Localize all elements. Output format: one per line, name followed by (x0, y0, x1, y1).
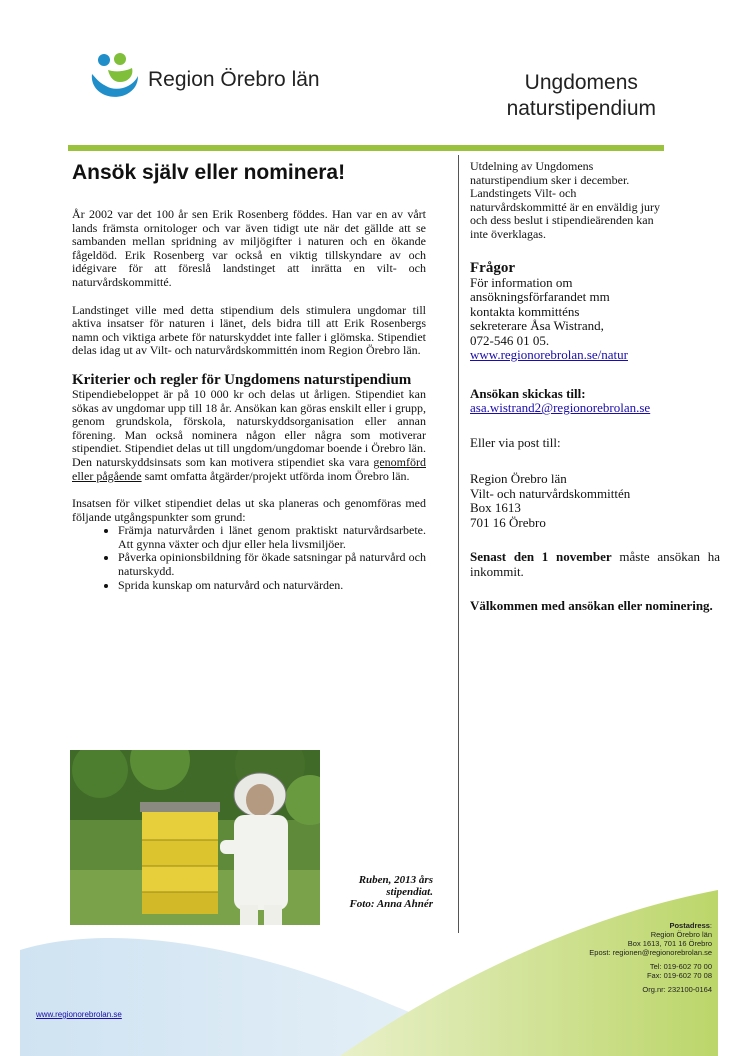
questions-line: ansökningsförfarandet mm (470, 289, 610, 305)
postal-colon: : (709, 921, 712, 930)
send-heading: Ansökan skickas till: (470, 385, 586, 401)
email-link[interactable]: asa.wistrand2@regionorebrolan.se (470, 400, 651, 416)
postal-label: Postadress (669, 921, 710, 930)
caption-line-3: Foto: Anna Ahnér (349, 898, 433, 910)
region-logo-icon (88, 52, 144, 102)
criteria-text-b: samt omfatta åtgärder/projekt utförda inom Örebro län. (141, 468, 410, 483)
address-line: 701 16 Örebro (470, 514, 546, 530)
questions-line: sekreterare Åsa Wistrand, (470, 318, 604, 334)
questions-line: För information om (470, 274, 573, 290)
document-title (507, 70, 656, 122)
questions-line: kontakta kommitténs (470, 303, 580, 319)
post-intro: Eller via post till: (470, 434, 561, 450)
paragraph-history: År 2002 var det 100 år sen Erik Rosenberg föddes. Han var en av vårt lands främsta ornitologer och var även tidigt ute när det gällde att se sambanden mellan spridning av miljögifter i naturen och en ökande fågeldöd. Erik Rosenberg var också en viktig tillskyndare av och idégivare för att föreslå landstinget att inrätta en vilt- och naturvårdskommitté. (72, 207, 426, 289)
footer-website-link[interactable]: www.regionorebrolan.se (36, 1010, 122, 1019)
welcome-text: Välkommen med ansökan eller nominering. (470, 598, 713, 614)
criteria-text-a: Stipendiebeloppet är på 10 000 kr och delas ut årligen. Stipendiet kan sökas av ungdomar upp till 18 år. Ansökan kan göras enskilt eller i grupp, genom grundskola, förskola, naturskyddsorganisation eller annan förening. Man också nominera någon eller några som motiverar stipendiet. Stipendiet delas ut till ungdom/ungdomar boende i Örebro län. Den naturskyddsinsats som kan motivera stipendiet ska vara (72, 386, 426, 469)
region-logo (88, 52, 348, 102)
guideline-list (72, 524, 426, 592)
org-name: Region Örebro län (148, 68, 320, 91)
address-line: Vilt- och naturvårdskommittén (470, 485, 631, 501)
footer-tel: Tel: 019-602 70 00 (649, 962, 712, 971)
criteria-heading: Kriterier och regler för Ungdomens naturstipendium (72, 371, 412, 388)
title-line-2: naturstipendium (506, 97, 656, 120)
award-info: Utdelning av Ungdomens naturstipendium sker i december. Landstingets Vilt- och naturvårdskommitté är en enväldig jury och dess beslut i stipendieärenden kan inte överklagas. (470, 159, 660, 241)
left-column (72, 160, 426, 602)
footer-email: Epost: regionen@regionorebrolan.se (589, 948, 712, 957)
caption-line-1: Ruben, 2013 års (358, 874, 433, 886)
footer-fax: Fax: 019-602 70 08 (646, 971, 712, 980)
title-line-1: Ungdomens (524, 71, 638, 94)
criteria-text-underlined: genomförd eller pågående (72, 454, 426, 483)
header-accent-bar (68, 145, 664, 151)
postal-address (470, 472, 720, 530)
questions-heading: Frågor (470, 259, 515, 276)
paragraph-purpose: Landstinget ville med detta stipendium dels stimulera ungdomar till aktiva insatser för naturen i länet, dels bidra till att Erik Rosenbergs namn och viktiga arbete för naturskyddet inte faller i glömska. Stipendiet delas idag ut av Vilt- och naturvårdskommittén inom Region Örebro län. (72, 302, 426, 358)
deadline-text (470, 550, 720, 579)
list-item: • Sprida kunskap om naturvård och naturvärden. (118, 579, 426, 593)
list-item: • Främja naturvården i länet genom praktiskt naturvårdsarbete. Att gynna växter och djur eller hela livsmiljöer. (118, 524, 426, 551)
deadline-rest: måste ansökan ha inkommit. (470, 549, 720, 579)
main-heading: Ansök själv eller nominera! (72, 161, 346, 184)
questions-text (470, 276, 720, 363)
footer-org-number: Org.nr: 232100-0164 (642, 985, 712, 994)
right-column (470, 160, 720, 614)
caption-line-2: stipendiat. (386, 886, 433, 898)
deadline-date: Senast den 1 november (470, 549, 612, 565)
address-line: Region Örebro län (470, 471, 567, 487)
column-divider (458, 155, 459, 933)
footer-line: Region Örebro län (650, 930, 712, 939)
address-line: Box 1613 (470, 500, 521, 516)
footer-contact (589, 921, 712, 994)
list-item: • Påverka opinionsbildning för ökade satsningar på naturvård och naturskydd. (118, 551, 426, 578)
paragraph-criteria (72, 388, 426, 483)
website-link[interactable]: www.regionorebrolan.se/natur (470, 347, 628, 363)
paragraph-guidelines: Insatsen för vilket stipendiet delas ut ska planeras och genomföras med följande utgångspunkter som grund: (72, 496, 426, 524)
footer-line: Box 1613, 701 16 Örebro (627, 939, 712, 948)
contact-phone: 072-546 01 05. (470, 332, 550, 348)
